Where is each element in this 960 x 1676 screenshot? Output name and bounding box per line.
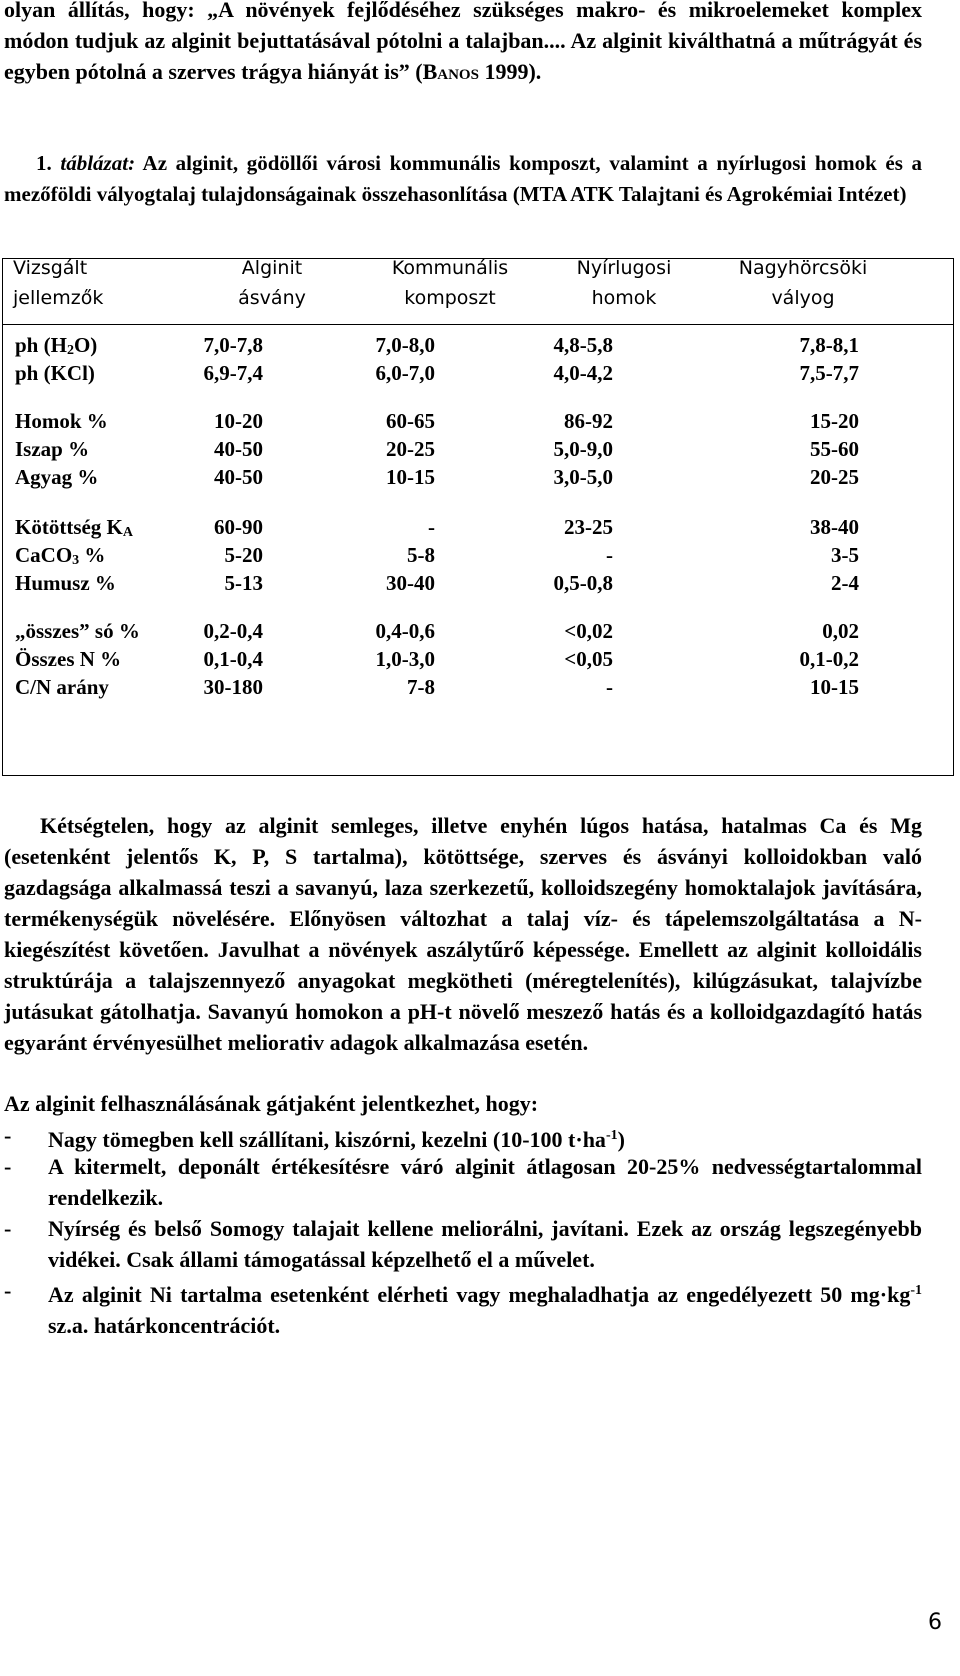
- header-cell: [217, 253, 327, 313]
- caption-label: táblázat:: [60, 151, 136, 175]
- header-line: Nyírlugosi: [576, 257, 672, 279]
- row-label: Iszap %: [15, 437, 90, 461]
- table-cell: 0,2-0,4: [203, 619, 263, 643]
- header-cell: [559, 253, 689, 313]
- table-cell: 5-13: [224, 571, 263, 595]
- table-cell: <0,05: [564, 647, 613, 671]
- table-cell: 4,0-4,2: [553, 361, 613, 385]
- table-cell: 0,5-0,8: [553, 571, 613, 595]
- table-cell: 1,0-3,0: [375, 647, 435, 671]
- intro-year: 1999).: [478, 59, 542, 84]
- table-cell: 86-92: [564, 409, 613, 433]
- superscript: -1: [605, 1128, 618, 1143]
- header-line: homok: [591, 287, 657, 309]
- table-cell: 0,02: [822, 619, 859, 643]
- comparison-table: [2, 258, 954, 776]
- table-cell: 23-25: [564, 515, 613, 539]
- header-line: vályog: [771, 287, 835, 309]
- bullet-text: A kitermelt, deponált értékesítésre váró alginit átlagosan 20-25% nedvességtartalommal rendelkezik.: [48, 1154, 922, 1210]
- table-cell: 20-25: [810, 465, 859, 489]
- row-label: Összes N %: [15, 647, 122, 671]
- table-cell: 55-60: [810, 437, 859, 461]
- bullet-dash: -: [4, 1278, 12, 1303]
- table-caption: [4, 148, 922, 210]
- table-cell: 10-15: [810, 675, 859, 699]
- row-label: ph (KCl): [15, 361, 95, 385]
- header-line: komposzt: [404, 287, 496, 309]
- page-number: 6: [928, 1610, 942, 1635]
- header-line: Kommunális: [391, 257, 509, 279]
- table-cell: 5,0-9,0: [553, 437, 613, 461]
- subscript: A: [122, 525, 134, 540]
- body-lead: Az alginit felhasználásának gátjaként jelentkezhet, hogy:: [4, 1091, 539, 1116]
- intro-paragraph: [4, 0, 922, 87]
- bullet-text: [48, 1275, 922, 1341]
- caption-text: Az alginit, gödöllői városi kommunális komposzt, valamint a nyírlugosi homok és a mezőföldi vályogtalaj tulajdonságainak összehasonlítása (MTA ATK Talajtani és Agrokémiai Intézet): [4, 151, 923, 206]
- table-cell: 6,9-7,4: [203, 361, 263, 385]
- row-label: „összes” só %: [15, 619, 140, 643]
- table-cell: 3,0-5,0: [553, 465, 613, 489]
- header-line: Vizsgált: [13, 257, 88, 279]
- table-cell: 0,1-0,2: [799, 647, 859, 671]
- bullet-text-part: Az alginit Ni tartalma esetenként elérheti vagy meghaladhatja az engedélyezett 50 mg·kg: [48, 1282, 911, 1307]
- bullet-dash: -: [4, 1154, 12, 1179]
- superscript: -1: [910, 1283, 922, 1298]
- bullet-text: [48, 1120, 922, 1155]
- table-cell: 0,1-0,4: [203, 647, 263, 671]
- bullet-dash: -: [4, 1216, 12, 1241]
- table-cell: 4,8-5,8: [553, 333, 613, 357]
- intro-text: olyan állítás, hogy: „A növények fejlődéséhez szükséges makro- és mikroelemeket komplex módon tudjuk az alginit bejuttatásával pótolni a talajban.... Az alginit kiválthatná a műtrágyát és egyben pótolná a szerves trágya hiányát is” (B: [4, 0, 922, 84]
- row-label: Agyag %: [15, 465, 99, 489]
- table-cell: 40-50: [214, 465, 263, 489]
- bullet-text-part: ): [617, 1127, 625, 1152]
- header-cell: [723, 253, 883, 313]
- table-cell: -: [606, 543, 613, 567]
- row-label: Kötöttség $K_A$: [15, 515, 134, 540]
- header-line: Nagyhörcsöki: [738, 257, 868, 279]
- table-cell: 7,8-8,1: [799, 333, 859, 357]
- table-cell: 6,0-7,0: [375, 361, 435, 385]
- caption-number: 1.: [36, 151, 61, 175]
- table-cell: 5-8: [407, 543, 435, 567]
- body-paragraph: Kétségtelen, hogy az alginit semleges, illetve enyhén lúgos hatása, hatalmas Ca és Mg (esetenként jelentős K, P, S tartalma), kötöttsége, szerves és ásványi kolloidokban való gazdagsága alkalmassá teszi a savanyú, laza szerkezetű, kolloidszegény homoktalajok javítására, termékenységük növelésére. Előnyösen változhat a talaj víz- és tápelemszolgáltatása a N-kiegészítést követően. Javulhat a növények aszálytűrő képessége. Emellett az alginit kolloidális struktúrája a talajszennyező anyagokat megkötheti (méregtelenítés), kilúgzásukat, talajvízbe jutásukat gátolhatja. Savanyú homokon a pH-t növelő meszező hatás és a kolloidgazdagító hatás egyaránt érvényesülhet meliorativ adagok alkalmazása esetén.: [4, 813, 922, 1055]
- bullet-text: Nyírség és belső Somogy talajait kellene meliorálni, javítani. Ezek az ország legszegényebb vidékei. Csak állami támogatással képzelhető el a művelet.: [48, 1216, 922, 1272]
- table-cell: 7,0-8,0: [375, 333, 435, 357]
- table-cell: -: [428, 515, 435, 539]
- header-cell: [375, 253, 525, 313]
- bullet-dash: -: [4, 1123, 12, 1148]
- table-cell: 40-50: [214, 437, 263, 461]
- intro-author-smallcaps: anos: [437, 59, 479, 84]
- row-label: Humusz %: [15, 571, 116, 595]
- table-cell: 30-40: [386, 571, 435, 595]
- table-cell: 7,5-7,7: [799, 361, 859, 385]
- row-label: ph $(H_2O)$: [15, 333, 98, 358]
- table-cell: 60-65: [386, 409, 435, 433]
- table-cell: -: [606, 675, 613, 699]
- row-label: C/N arány: [15, 675, 109, 699]
- bullet-text-part: Nagy tömegben kell szállítani, kiszórni, kezelni (10-100 t·ha: [48, 1127, 606, 1152]
- row-label: Homok %: [15, 409, 108, 433]
- header-line: ásvány: [238, 287, 306, 309]
- subscript: 3: [72, 553, 80, 568]
- table-cell: 5-20: [224, 543, 263, 567]
- header-cell: [13, 253, 103, 313]
- header-line: jellemzők: [13, 287, 104, 309]
- table-cell: 30-180: [203, 675, 263, 699]
- table-cell: 7,0-7,8: [203, 333, 263, 357]
- table-cell: 20-25: [386, 437, 435, 461]
- table-cell: <0,02: [564, 619, 613, 643]
- table-cell: 60-90: [214, 515, 263, 539]
- header-divider: [3, 324, 953, 325]
- header-line: Alginit: [241, 257, 303, 279]
- subscript: 2: [66, 343, 74, 358]
- table-cell: 3-5: [831, 543, 859, 567]
- row-label: CaCO$_3$ %: [15, 543, 106, 568]
- table-cell: 2-4: [831, 571, 859, 595]
- table-cell: 38-40: [810, 515, 859, 539]
- bullet-text-part: sz.a. határkoncentrációt.: [48, 1313, 281, 1338]
- table-cell: 0,4-0,6: [375, 619, 435, 643]
- table-cell: 10-20: [214, 409, 263, 433]
- table-cell: 7-8: [407, 675, 435, 699]
- table-cell: 10-15: [386, 465, 435, 489]
- table-cell: 15-20: [810, 409, 859, 433]
